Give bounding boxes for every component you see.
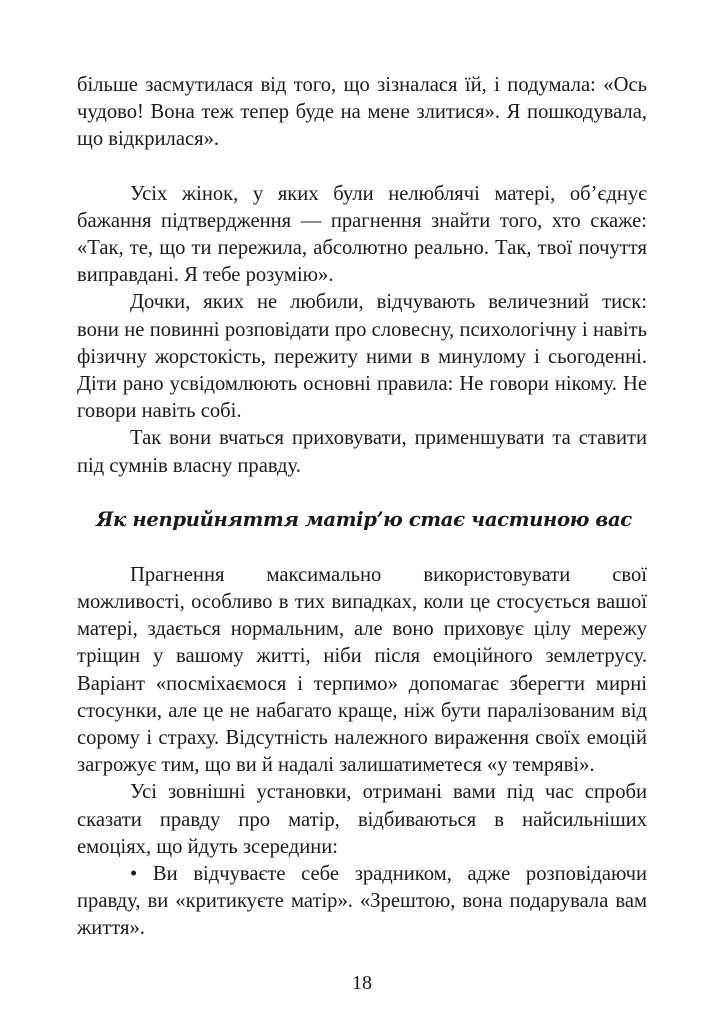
paragraph-gap (77, 154, 647, 181)
document-page (77, 72, 647, 943)
paragraph-pressure: Дочки, яких не любили, відчувають величезний тиск: вони не повинні розповідати про словесну, психологічну і навіть фізичну жорстокість, пережиту ними в минулому і сьогоденні. Діти рано усвідомлюють основні правила: Не говори нікому. Не говори навіть собі. (77, 291, 647, 423)
paragraph-hide-truth: Так вони вчаться приховувати, применшувати та ставити під сумнів власну правду. (77, 427, 647, 477)
heading-gap-top (77, 480, 647, 506)
paragraph-continuation: більше засмутилася від того, що зізналася їй, і подумала: «Ось чудово! Вона теж тепер буде на мене злитися». Я пошкодувала, що відкрилася». (77, 74, 647, 151)
paragraph-earthquake: Прагнення максимально використовувати свої можливості, особливо в тих випадках, коли це стосується вашої матері, здається нормальним, але воно приховує цілу мережу тріщин у вашому житті, ніби після емоційного землетрусу. Варіант «посміхаємося і терпимо» допомагає зберегти мирні стосунки, але це не набагато краще, ніж бути паралізованим від сорому і страху. Відсутність належного вираження своїх емоцій загрожує тим, що ви й надалі залишатиметеся «у темряві». (77, 563, 647, 777)
page-number: 18 (352, 972, 372, 994)
bullet-item-traitor: • Ви відчуваєте себе зрадником, адже розповідаючи правду, ви «критикуєте матір». «Зрештою, вона подарувала вам життя». (77, 863, 647, 940)
heading-gap-bottom (77, 533, 647, 562)
paragraph-confirmation: Усіх жінок, у яких були нелюблячі матері, об’єднує бажання підтвердження — прагнення знайти того, хто скаже: «Так, те, що ти пережила, абсолютно реально. Так, твої почуття виправдані. Я тебе розумію». (77, 182, 647, 287)
section-heading: Як неприйняття матір’ю стає частиною вас (96, 507, 632, 531)
paragraph-inner-emotions: Усі зовнішні установки, отримані вами під час спроби сказати правду про матір, відбиваються в найсильніших емоціях, що йдуть зсередини: (77, 781, 647, 858)
